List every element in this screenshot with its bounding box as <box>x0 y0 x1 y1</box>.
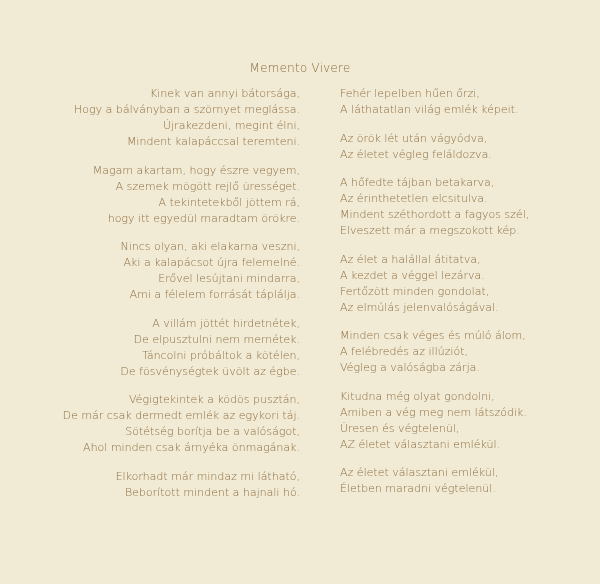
poem-line: Magam akartam, hogy észre vegyem, <box>92 163 300 177</box>
poem-line: hogy itt egyedül maradtam örökre. <box>107 211 300 225</box>
poem-line: De elpusztulni nem mernétek. <box>133 332 300 346</box>
poem-line: Aki a kalapácsot újra felemelné. <box>123 256 300 269</box>
poem-line: Amiben a vég meg nem látszódik. <box>340 405 527 419</box>
right-stanza <box>340 389 529 453</box>
poem-title: Memento Vivere <box>249 61 351 75</box>
poem-line: Nincs olyan, aki elakarna veszni, <box>120 240 300 253</box>
poem-line: Beborított mindent a hajnali hó. <box>124 485 300 499</box>
poem-line: A villám jöttét hirdetnétek, <box>152 316 300 330</box>
poem-line: Az életet végleg feláldozva. <box>340 147 492 161</box>
poem-line: Fehér lepelben hűen őrzi, <box>340 87 480 100</box>
poem-line: A láthatatlan világ emlék képeit. <box>340 103 519 116</box>
poem-line: Elkorhadt már mindaz mi látható, <box>115 469 300 483</box>
poem-line: Végigtekintek a ködös pusztán, <box>129 393 300 406</box>
poem-line: Elveszett már a megszokott kép. <box>340 224 520 237</box>
right-stanza <box>340 86 529 118</box>
poem-line: Fertőzött minden gondolat, <box>340 284 490 298</box>
poem-line: Mindent kalapáccsal teremteni. <box>126 135 300 148</box>
poem-line: Újrakezdeni, megint élni, <box>163 119 300 132</box>
poem-line: Üresen és végtelenül, <box>340 421 460 435</box>
poem-line: Ahol minden csak árnyéka önmagának. <box>83 441 300 454</box>
poem-line: Az élet a halállal átitatva, <box>340 252 481 266</box>
right-stanza <box>340 175 529 239</box>
poem-line: A felébredés az illúziót, <box>340 345 469 358</box>
poem-line: A hőfedte tájban betakarva, <box>340 176 495 189</box>
left-stanza <box>63 392 300 456</box>
poem-line: Az elmúlás jelenvalóságával. <box>340 300 499 314</box>
poem-line: De fösvénységtek üvölt az égbe. <box>120 364 300 378</box>
poem-line: Végleg a valóságba zárja. <box>340 361 480 374</box>
right-stanza <box>340 465 529 497</box>
poem-line: Erővel lesújtani mindarra, <box>158 272 300 285</box>
poem-line: A szemek mögött rejlő ürességet. <box>115 179 300 193</box>
poem-line: Kitudna még olyat gondolni, <box>340 389 495 403</box>
right-stanza <box>340 252 529 316</box>
poem-line: Életben maradni végtelenül. <box>340 482 496 495</box>
poem-line: Ami a félelem forrását táplálja. <box>129 288 300 301</box>
left-stanza <box>63 239 300 303</box>
poem-line: Sötétség borítja be a valóságot, <box>125 425 300 438</box>
left-column <box>63 86 300 513</box>
poem-line: Hogy a bálványban a szörnyet meglássa. <box>74 103 300 116</box>
poem-line: Mindent széthordott a fagyos szél, <box>340 208 530 221</box>
left-stanza <box>63 86 300 150</box>
poem-line: AZ életet választani emlékül. <box>340 437 501 451</box>
left-stanza <box>63 163 300 227</box>
right-stanza <box>340 328 529 376</box>
left-stanza <box>63 469 300 501</box>
poem-line: Az érinthetetlen elcsitulva. <box>340 192 488 205</box>
left-stanza <box>63 316 300 380</box>
poem-line: A tekintetekből jöttem rá, <box>158 195 300 209</box>
poem-line: Kinek van annyi bátorsága, <box>150 87 300 100</box>
poem-line: A kezdet a véggel lezárva. <box>340 268 485 282</box>
poem-line: De már csak dermedt emlék az egykori táj. <box>62 409 300 422</box>
poem-line: Az életet választani emlékül, <box>340 466 499 479</box>
right-column <box>340 86 529 510</box>
poem-line: Az örök lét után vágyódva, <box>340 131 488 145</box>
poem-line: Táncolni próbáltok a kötélen, <box>142 348 300 362</box>
right-stanza <box>340 131 529 163</box>
poem-line: Minden csak véges és múló álom, <box>340 329 526 342</box>
